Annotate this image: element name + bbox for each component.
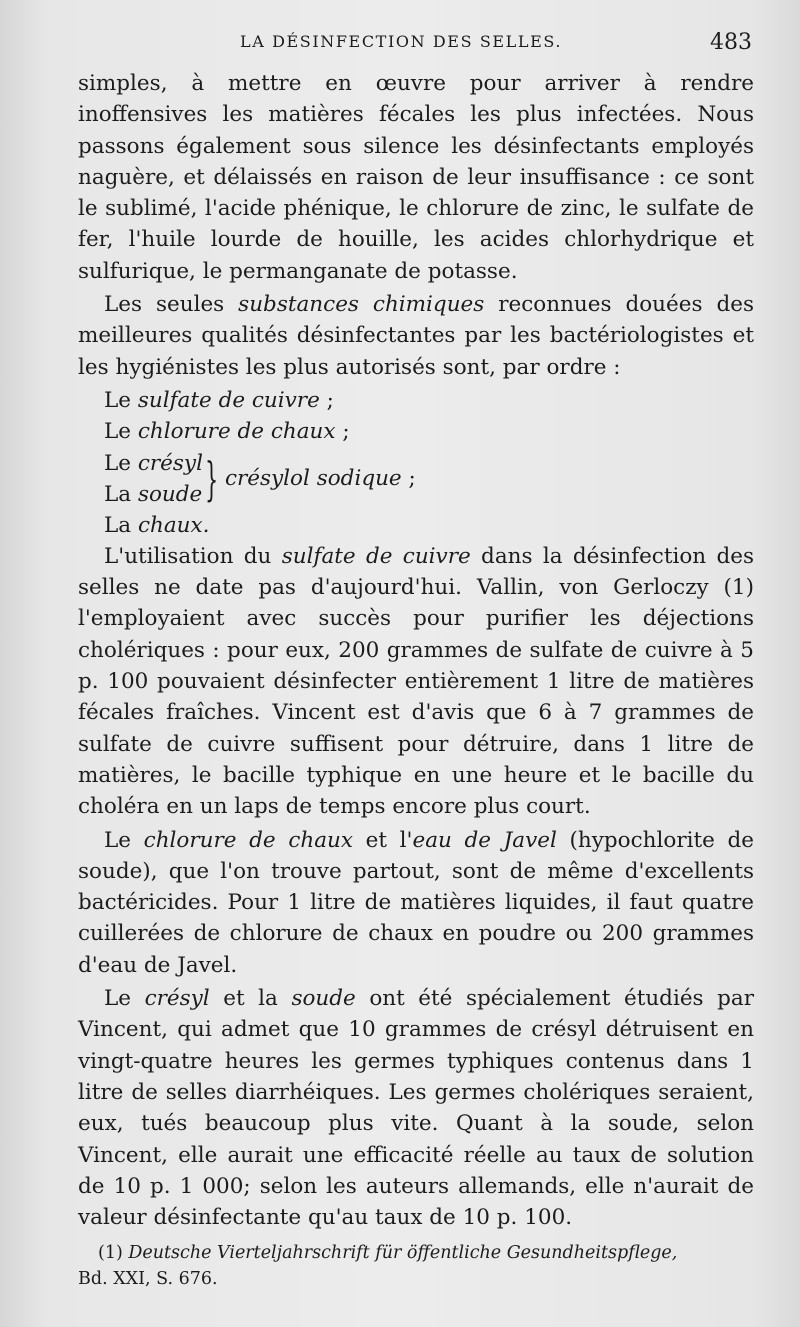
text: (hypochlorite de soude), que l'on trouve partout, sont de même d'excellents bactéricides. Pour 1 litre de matières liquides, il faut quatre cuillerées de chlorure de chaux en poudre ou 200 grammes d'eau de Javel. bbox=[78, 827, 754, 978]
text: La bbox=[104, 481, 138, 507]
page-body bbox=[78, 68, 754, 1235]
text: Le bbox=[104, 827, 144, 853]
brace-icon: } bbox=[204, 451, 219, 506]
brace-label bbox=[225, 463, 416, 494]
emphasis: soude bbox=[291, 986, 356, 1012]
emphasis: crésyl bbox=[137, 450, 203, 476]
emphasis: chaux. bbox=[137, 512, 210, 538]
list-item-cresyl bbox=[104, 448, 203, 479]
list-item-chlorure bbox=[78, 416, 754, 447]
text: L'utilisation du bbox=[104, 543, 282, 569]
list-item-sulfate bbox=[78, 385, 754, 416]
paragraph-1: simples, à mettre en œuvre pour arriver à rendre inoffensives les matières fécales les plus infectées. Nous passons également sous silence les désinfectants employés naguère, et délaissés en raison de leur insuffisance : ce sont le sublimé, l'acide phénique, le chlorure de zinc, le sulfate de fer, l'huile lourde de houille, les acides chlorhydrique et sulfurique, le permanganate de potasse. bbox=[78, 71, 754, 284]
list-item-chaux bbox=[78, 510, 754, 541]
page-number: 483 bbox=[710, 30, 752, 55]
emphasis: crésylol sodique bbox=[224, 465, 402, 491]
paragraph-4 bbox=[78, 825, 754, 981]
list-item-soude bbox=[104, 479, 203, 510]
footnote-ref: Bd. XXI, S. 676. bbox=[78, 1269, 218, 1289]
text: ont été spécialement étudiés par Vincent, qui admet que 10 grammes de crésyl détruisent en vingt-quatre heures les germes typhiques contenus dans 1 litre de selles diarrhéiques. Les germes cholériques seraient, eux, tués beaucoup plus vite. Quant à la soude, selon Vincent, elle aurait une efficacité réelle au taux de solution de 10 p. 1 000; selon les auteurs allemands, elle n'aurait de valeur désinfectante qu'au taux de 10 p. 100. bbox=[78, 986, 755, 1231]
paragraph-5 bbox=[78, 983, 754, 1233]
text: Le bbox=[104, 387, 138, 413]
footnote bbox=[78, 1240, 754, 1292]
emphasis: soude bbox=[137, 481, 203, 507]
text: reconnues douées des meilleures qualités désinfectantes par les bactériologistes et les hygiénistes les plus autorisés sont, par ordre : bbox=[78, 292, 754, 380]
text: ; bbox=[335, 419, 350, 445]
text: Le bbox=[104, 986, 145, 1012]
emphasis: eau de Javel bbox=[412, 827, 557, 853]
text: dans la désinfection des selles ne date pas d'aujourd'hui. Vallin, von Gerloczy (1) l'employaient avec succès pour purifier les déjections cholériques : pour eux, 200 grammes de sulfate de cuivre à 5 p. 100 pouvaient désinfecter entièrement 1 litre de matières fécales fraîches. Vincent est d'avis que 6 à 7 grammes de sulfate de cuivre suffisent pour détruire, dans 1 litre de matières, le bacille typhique en une heure et le bacille du choléra en un laps de temps encore plus court. bbox=[78, 543, 754, 820]
paragraph-2 bbox=[78, 289, 754, 383]
footnote-mark: (1) bbox=[98, 1243, 129, 1263]
text: Le bbox=[104, 450, 138, 476]
text: Le bbox=[104, 419, 138, 445]
emphasis: sulfate de cuivre bbox=[137, 387, 320, 413]
footnote-title: Deutsche Vierteljahrschrift für öffentliche Gesundheitspflege, bbox=[128, 1243, 678, 1263]
text: ; bbox=[401, 465, 416, 491]
paragraph-3 bbox=[78, 541, 754, 823]
emphasis: crésyl bbox=[144, 986, 210, 1012]
text: Les seules bbox=[104, 292, 239, 318]
running-head: LA DÉSINFECTION DES SELLES. bbox=[240, 32, 563, 51]
footnote-line-1 bbox=[78, 1240, 754, 1266]
text: et la bbox=[209, 986, 292, 1012]
text: ; bbox=[319, 387, 334, 413]
text: La bbox=[104, 512, 138, 538]
emphasis: substances chimiques bbox=[238, 292, 485, 318]
emphasis: chlorure de chaux bbox=[143, 827, 353, 853]
emphasis: chlorure de chaux bbox=[137, 419, 336, 445]
list-brace-group bbox=[78, 448, 754, 510]
page-header bbox=[78, 30, 752, 60]
text: et l' bbox=[353, 827, 413, 853]
brace-rows bbox=[104, 448, 203, 510]
emphasis: sulfate de cuivre bbox=[281, 543, 471, 569]
